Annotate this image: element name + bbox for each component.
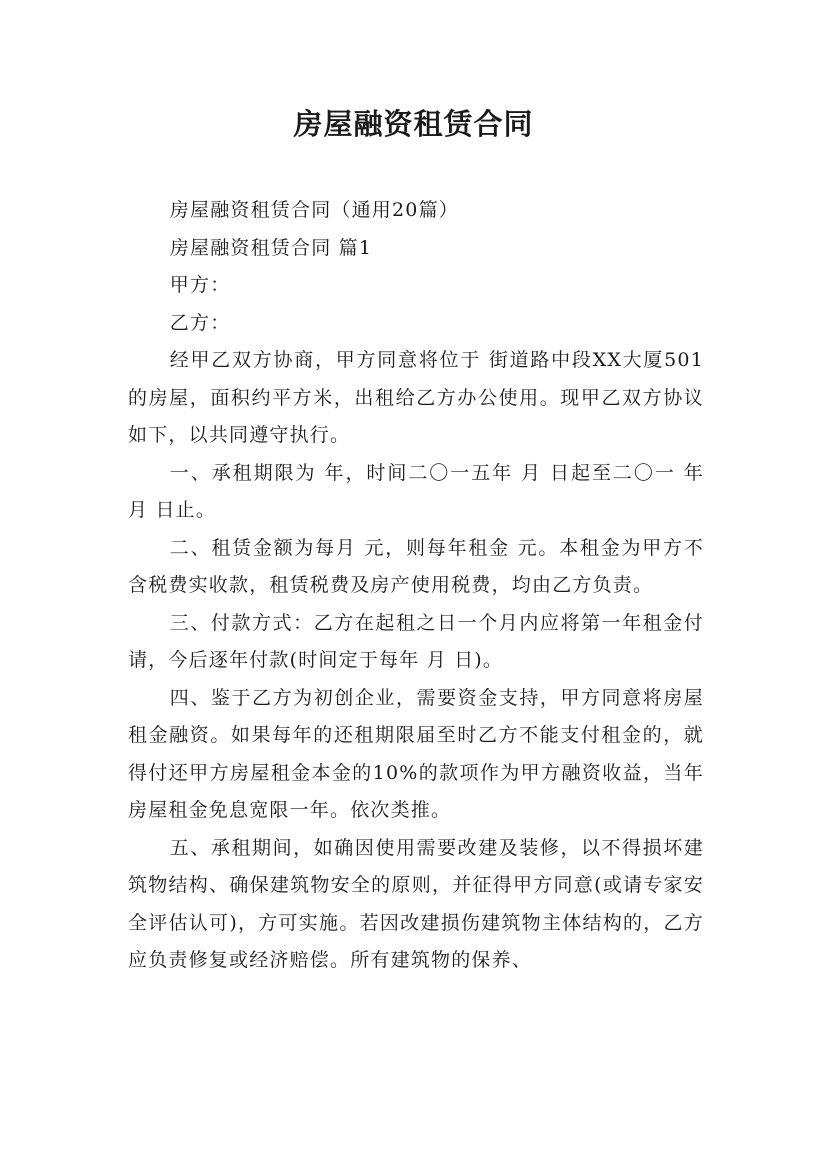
paragraph-clause-2: 二、租赁金额为每月 元，则每年租金 元。本租金为甲方不含税费实收款，租赁税费及房产使用税费，均由乙方负责。 bbox=[128, 536, 704, 596]
paragraph-preamble: 经甲乙双方协商，甲方同意将位于 街道路中段XX大厦501的房屋，面积约平方米，出租给乙方办公使用。现甲乙双方协议如下，以共同遵守执行。 bbox=[128, 349, 704, 446]
document-body bbox=[128, 192, 704, 980]
paragraph-clause-4: 四、鉴于乙方为初创企业，需要资金支持，甲方同意将房屋租金融资。如果每年的还租期限届至时乙方不能支付租金的，就得付还甲方房屋租金本金的10%的款项作为甲方融资收益，当年房屋租金免息宽限一年。依次类推。 bbox=[128, 686, 704, 821]
paragraph-party-a: 甲方： bbox=[169, 274, 231, 296]
paragraph-contract-heading: 房屋融资租赁合同 篇1 bbox=[169, 236, 373, 259]
paragraph-collection-heading: 房屋融资租赁合同（通用20篇） bbox=[169, 199, 459, 221]
paragraph-clause-1: 一、承租期限为 年，时间二〇一五年 月 日起至二〇一 年 月 日止。 bbox=[128, 461, 704, 521]
paragraph-clause-3: 三、付款方式：乙方在起租之日一个月内应将第一年租金付请，今后逐年付款(时间定于每年 月 日)。 bbox=[128, 611, 704, 671]
document-title: 房屋融资租赁合同 bbox=[293, 107, 534, 141]
paragraph-party-b: 乙方： bbox=[169, 311, 231, 334]
paragraph-clause-5: 五、承租期间，如确因使用需要改建及装修，以不得损坏建筑物结构、确保建筑物安全的原则，并征得甲方同意(或请专家安全评估认可)，方可实施。若因改建损伤建筑物主体结构的，乙方应负责修复或经济赔偿。所有建筑物的保养、 bbox=[128, 836, 704, 971]
